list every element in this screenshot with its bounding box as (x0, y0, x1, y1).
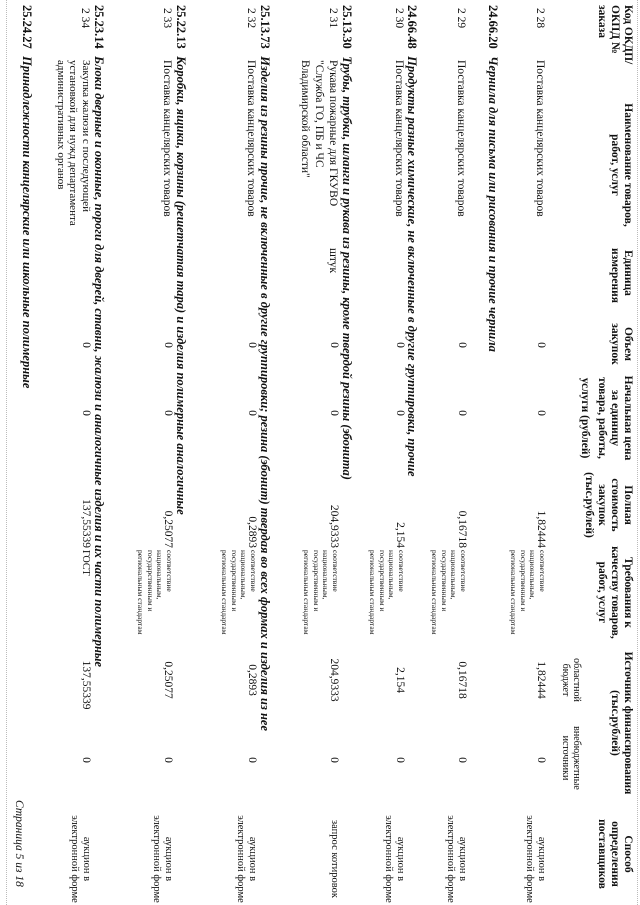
row-requirements: ГОСТ (80, 550, 91, 576)
row-total: 2,154 (394, 522, 406, 548)
header-price (578, 374, 634, 462)
row-price: 0 (162, 410, 174, 416)
section-title: Коробки, ящики, корзины (решетчатая тара) и изделия полимерные аналогичные (174, 56, 188, 515)
section-title: Продукты разные химические, не включенные в другие группировки, прочие (405, 56, 419, 477)
row-total: 0,16718 (456, 510, 468, 548)
header-source-extra: внебюджетные источники (560, 726, 582, 790)
row-extra: 0 (80, 757, 92, 763)
row-requirements: соответствие национальным, государственным и региональным стандартам (509, 550, 547, 635)
row-requirements: соответствие национальным, государственным и региональным стандартам (430, 550, 468, 635)
row-code: 2 28 (534, 8, 546, 29)
section-code: 24.66.48 (405, 5, 419, 49)
section-code: 25.23.14 (92, 5, 106, 49)
row-name: Закупка жалюзи с последующей установкой для нужд департамента административных органов (55, 60, 92, 226)
row-total: 137,55339 (80, 499, 92, 548)
header-requirements: Требования к качеству товаров, работ, услуг (596, 546, 634, 639)
section-code: 25.24.27 (20, 5, 34, 49)
row-name: Поставка канцелярских товаров (455, 60, 467, 217)
row-regional: 1,82444 (535, 661, 547, 699)
row-total: 0,25077 (162, 510, 174, 548)
row-extra: 0 (246, 757, 258, 763)
row-method: аукцион в электронной форме (235, 815, 258, 903)
row-requirements: соответствие национальным, государственным и региональным стандартам (302, 550, 340, 635)
row-name: Поставка канцелярских товаров (161, 60, 173, 217)
row-regional: 0,16718 (456, 661, 468, 699)
row-method: аукцион в электронной форме (69, 815, 92, 903)
row-price: 0 (328, 410, 340, 416)
row-extra: 0 (456, 757, 468, 763)
row-requirements: соответствие национальным, государственным и региональным стандартам (368, 550, 406, 635)
row-volume: 0 (456, 342, 468, 348)
row-total: 204,9333 (328, 504, 340, 548)
row-method: аукцион в электронной форме (151, 815, 174, 903)
row-requirements: соответствие национальным, государственным и региональным стандартам (220, 550, 258, 635)
section-heading (91, 5, 106, 667)
row-code: 2 31 (327, 8, 339, 29)
row-regional: 0,25077 (162, 661, 174, 699)
header-unit: Единица измерения (609, 248, 634, 303)
row-extra: 0 (394, 757, 406, 763)
row-price: 0 (246, 410, 258, 416)
header-source-regional: областной бюджет (560, 658, 582, 702)
row-method: аукцион в электронной форме (445, 815, 468, 903)
row-total: 1,82444 (535, 510, 547, 548)
row-price: 0 (535, 410, 547, 416)
row-extra: 0 (328, 757, 340, 763)
row-price: 0 (394, 410, 406, 416)
section-heading (485, 5, 500, 352)
row-extra: 0 (162, 757, 174, 763)
row-price: 0 (456, 410, 468, 416)
row-name: Рукава пожарные для ГКУВО "Служба ГО, ПБ и ЧС Владимирской области" (299, 60, 339, 207)
section-title: Изделия из резины прочие, не включенные в другие группировки; резина (эбонит) твердая во всех формах и изделия из нее (258, 56, 272, 732)
header-volume: Объем закупок (609, 323, 634, 365)
section-heading (339, 5, 354, 480)
row-name: Поставка канцелярских товаров (534, 60, 546, 217)
row-volume: 0 (394, 342, 406, 348)
row-method: запрос котировок (329, 820, 340, 898)
row-price: 0 (80, 410, 92, 416)
section-title: Чернила для письма или рисования и прочие чернила (486, 56, 500, 352)
section-heading (173, 5, 188, 515)
section-heading (19, 5, 34, 388)
row-code: 2 30 (393, 8, 405, 29)
section-heading (257, 5, 272, 731)
row-name: Поставка канцелярских товаров (393, 60, 405, 217)
row-code: 2 34 (79, 8, 91, 29)
section-code: 25.13.30 (340, 5, 354, 49)
row-unit: штук (327, 248, 339, 274)
section-title: Блоки дверные и оконные, пороги для дверей, ставни, жалюзи и аналогичные изделия и их части полимерные (92, 56, 106, 668)
row-volume: 0 (80, 342, 92, 348)
row-code: 2 33 (161, 8, 173, 29)
section-heading (404, 5, 419, 477)
row-requirements: соответствие национальным, государственным и региональным стандартам (136, 550, 174, 635)
header-code: Код ОКДП/ ОКПД № заказа (596, 5, 634, 65)
header-price-text: Начальная цена за единицу товара, работы, (596, 375, 634, 461)
row-regional: 2,154 (394, 667, 406, 693)
row-volume: 0 (246, 342, 258, 348)
row-volume: 0 (328, 342, 340, 348)
section-code: 24.66.20 (486, 5, 500, 49)
page-counter: Страница 5 из 18 (13, 800, 25, 887)
row-volume: 0 (535, 342, 547, 348)
header-method: Способ определения поставщиков (596, 819, 634, 889)
row-regional: 204,9333 (328, 658, 340, 702)
section-code: 25.13.73 (258, 5, 272, 49)
row-method: аукцион в электронной форме (524, 815, 547, 903)
scan-edge-top (636, 0, 638, 905)
scan-edge-bottom (5, 0, 7, 905)
section-title: Принадлежности канцелярские или школьные полимерные (20, 56, 34, 389)
header-price-unit: услуги (рублей) (579, 377, 591, 459)
section-code: 25.22.13 (174, 5, 188, 49)
row-name: Поставка канцелярских товаров (245, 60, 257, 217)
row-regional: 137,55339 (80, 660, 92, 710)
row-extra: 0 (535, 757, 547, 763)
row-code: 2 32 (245, 8, 257, 29)
row-method: аукцион в электронной форме (383, 815, 406, 903)
header-source: Источник финансирования (тыс.рублей) (609, 651, 634, 795)
row-total: 0,2893 (246, 516, 258, 548)
header-name: Наименование товаров, работ, услуг (609, 103, 634, 227)
section-title: Трубы, трубки, шланги и рукава из резины, кроме твердой резины (эбонита) (340, 56, 354, 480)
header-total: Полная стоимость закупок (тыс.рублей) (583, 472, 634, 538)
row-code: 2 29 (455, 8, 467, 29)
row-volume: 0 (162, 342, 174, 348)
row-regional: 0,2893 (246, 664, 258, 696)
